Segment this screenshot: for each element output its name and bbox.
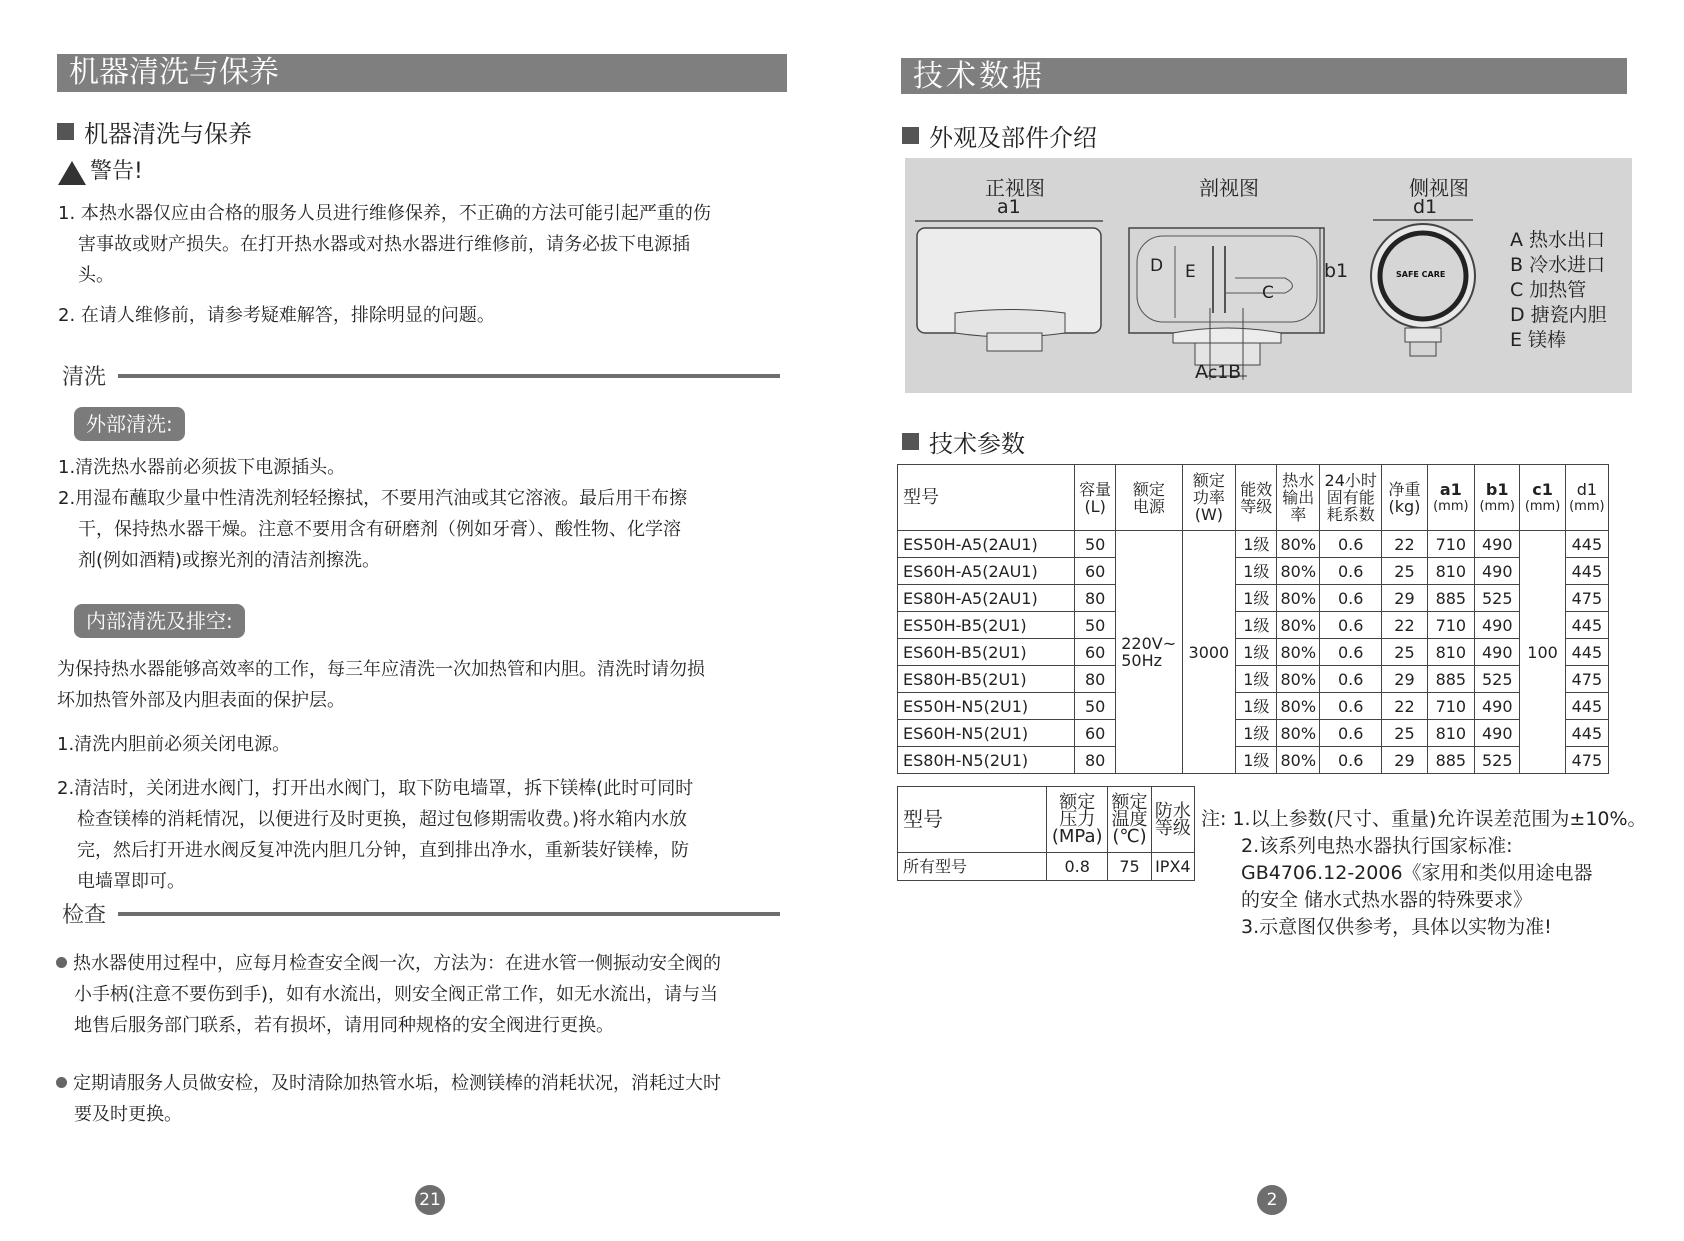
spec-cell: 22 <box>1382 612 1427 639</box>
spec-cell: 80% <box>1277 693 1320 720</box>
check-item <box>56 948 816 979</box>
external-cleaning-label: 外部清洗: <box>74 407 185 441</box>
part-a-label: A <box>1195 361 1208 383</box>
intro-line: 1. 本热水器仅应由合格的服务人员进行维修保养，不正确的方法可能引起严重的伤 <box>58 203 711 224</box>
warning-icon <box>58 161 86 185</box>
spec-table <box>897 464 1609 774</box>
spec-row <box>898 693 1609 720</box>
spec-cell: 490 <box>1475 612 1520 639</box>
header-text: 率 <box>1290 505 1307 524</box>
legend-item: B 冷水进口 <box>1510 254 1606 276</box>
external-line: 剂(例如酒精)或擦光剂的清洁剂擦洗。 <box>78 550 381 571</box>
spec-cell: 1级 <box>1236 639 1277 666</box>
table2-cell: 所有型号 <box>898 853 1047 881</box>
header-efficiency <box>1236 465 1277 531</box>
spec-cell: 0.6 <box>1320 747 1382 774</box>
warning <box>58 154 143 185</box>
internal-line: 为保持热水器能够高效率的工作，每三年应清洗一次加热管和内胆。清洗时请勿损 <box>57 659 705 680</box>
square-bullet-icon <box>902 127 919 144</box>
header-text: 额定 <box>1132 479 1165 499</box>
internal-line: 1.清洗内胆前必须关闭电源。 <box>57 734 291 755</box>
intro-line: 2. 在请人维修前，请参考疑难解答，排除明显的问题。 <box>58 305 495 326</box>
header-weight <box>1382 465 1427 531</box>
table2-cell: 0.8 <box>1047 853 1108 881</box>
spec-cell: 0.6 <box>1320 558 1382 585</box>
header-text: 24小时 <box>1324 471 1377 490</box>
internal-line: 完，然后打开进水阀反复冲洗内胆几分钟，直到排出净水，重新装好镁棒，防 <box>77 840 689 861</box>
section-cleaning <box>62 360 780 391</box>
spec-row <box>898 612 1609 639</box>
table2-header-temp <box>1108 787 1151 853</box>
dimension-c1-label: c1 <box>1208 363 1229 383</box>
spec-cell: 60 <box>1075 558 1116 585</box>
intro-line: 害事故或财产损失。在打开热水器或对热水器进行维修前，请务必拔下电源插 <box>78 234 690 255</box>
header-text: 等级 <box>1240 496 1273 516</box>
spec-cell: 29 <box>1382 666 1427 693</box>
header-text: a1 <box>1439 479 1462 499</box>
check-line: 地售后服务部门联系，若有损坏，请用同种规格的安全阀进行更换。 <box>74 1015 614 1036</box>
spec-cell: 25 <box>1382 639 1427 666</box>
note-line: 注: 1.以上参数(尺寸、重量)允许误差范围为±10%。 <box>1201 808 1647 830</box>
spec-row <box>898 747 1609 774</box>
check-text <box>56 948 816 1130</box>
spec-table-2 <box>897 786 1195 881</box>
left-heading-text: 机器清洗与保养 <box>84 120 252 148</box>
header-text: (MPa) <box>1051 826 1103 847</box>
spec-cell: 1级 <box>1236 585 1277 612</box>
right-heading-appearance <box>902 118 1097 153</box>
header-text: (mm) <box>1479 498 1515 514</box>
header-output <box>1277 465 1320 531</box>
front-view-label: 正视图 <box>985 176 1045 200</box>
spec-cell: 0.6 <box>1320 531 1382 558</box>
internal-line: 坏加热管外部及内胆表面的保护层。 <box>57 690 345 711</box>
legend-item: A 热水出口 <box>1510 229 1606 251</box>
square-bullet-icon <box>57 123 74 140</box>
header-power-supply <box>1116 465 1182 531</box>
header-text: 容量 <box>1079 479 1112 499</box>
legend-item: D 搪瓷内胆 <box>1510 304 1607 326</box>
params-heading-text: 技术参数 <box>929 430 1025 458</box>
spec-cell: 490 <box>1475 720 1520 747</box>
spec-cell: 1级 <box>1236 558 1277 585</box>
header-text: 净重 <box>1388 479 1421 499</box>
spec-cell: ES60H-A5(2AU1) <box>898 558 1075 585</box>
spec-cell: 80% <box>1277 531 1320 558</box>
spec-cell: 22 <box>1382 693 1427 720</box>
spec-row <box>898 531 1609 558</box>
header-text: 温度 <box>1111 809 1148 830</box>
power-supply-cell <box>1116 531 1182 774</box>
spec-cell: 445 <box>1565 612 1608 639</box>
spec-cell: 0.6 <box>1320 666 1382 693</box>
spec-cell: 80% <box>1277 612 1320 639</box>
dimension-acb-label <box>1195 361 1241 383</box>
spec-cell: 80% <box>1277 639 1320 666</box>
spec-row <box>898 585 1609 612</box>
spec-cell: 810 <box>1427 720 1474 747</box>
spec-cell: 25 <box>1382 720 1427 747</box>
spec-cell: 885 <box>1427 666 1474 693</box>
spec-row <box>898 639 1609 666</box>
part-b-label: B <box>1228 361 1242 383</box>
spec-cell: ES50H-B5(2U1) <box>898 612 1075 639</box>
spec-cell: ES80H-A5(2AU1) <box>898 585 1075 612</box>
spec-cell: 445 <box>1565 639 1608 666</box>
legend-item: C 加热管 <box>1510 279 1587 301</box>
external-line: 干，保持热水器干燥。注意不要用含有研磨剂（例如牙膏）、酸性物、化学溶 <box>78 519 681 540</box>
table2-cell: IPX4 <box>1151 853 1194 881</box>
spec-cell: 50 <box>1075 612 1116 639</box>
header-text: 功率 <box>1192 488 1225 507</box>
check-item <box>56 1068 816 1099</box>
header-text: 固有能 <box>1326 488 1375 507</box>
spec-cell: 50 <box>1075 531 1116 558</box>
internal-cleaning-text <box>57 654 797 897</box>
header-text: 额定 <box>1192 471 1225 490</box>
spec-cell: ES80H-B5(2U1) <box>898 666 1075 693</box>
header-energy <box>1320 465 1382 531</box>
spec-cell: 0.6 <box>1320 720 1382 747</box>
header-text: (W) <box>1194 505 1224 524</box>
header-text: 额定 <box>1059 792 1096 813</box>
spec-cell: ES50H-N5(2U1) <box>898 693 1075 720</box>
header-text: 能效 <box>1240 479 1273 499</box>
right-page-number: 2 <box>1257 1185 1287 1215</box>
spec-cell: 445 <box>1565 720 1608 747</box>
note-line: GB4706.12-2006《家用和类似用途电器 <box>1241 862 1593 884</box>
spec-cell: 525 <box>1475 747 1520 774</box>
spec-cell: 1级 <box>1236 612 1277 639</box>
table2-row <box>898 853 1195 881</box>
check-line: 定期请服务人员做安检，及时清除加热管水垢，检测镁棒的消耗状况，消耗过大时 <box>73 1073 721 1094</box>
header-capacity <box>1075 465 1116 531</box>
spec-cell: 885 <box>1427 747 1474 774</box>
warning-text: 警告! <box>90 159 143 184</box>
square-bullet-icon <box>902 433 919 450</box>
intro-line: 头。 <box>78 265 114 286</box>
table2-cell: 75 <box>1108 853 1151 881</box>
right-heading-params <box>902 424 1025 459</box>
header-text: (℃) <box>1112 826 1147 847</box>
spec-cell: 29 <box>1382 747 1427 774</box>
section-divider <box>118 912 780 916</box>
right-banner: 技术数据 <box>901 58 1627 94</box>
spec-cell: 1级 <box>1236 693 1277 720</box>
dimension-d1-label: d1 <box>1413 196 1438 218</box>
bullet-icon <box>56 1077 67 1088</box>
section-check <box>62 898 780 929</box>
spec-cell: 1级 <box>1236 666 1277 693</box>
side-view-label: 侧视图 <box>1409 176 1469 200</box>
spec-cell: 445 <box>1565 531 1608 558</box>
left-banner: 机器清洗与保养 <box>57 54 787 92</box>
spec-cell: 490 <box>1475 558 1520 585</box>
spec-cell: 445 <box>1565 693 1608 720</box>
spec-cell: 475 <box>1565 747 1608 774</box>
note-line: 2.该系列电热水器执行国家标准: <box>1241 835 1513 857</box>
bullet-icon <box>56 957 67 968</box>
header-text: 热水 <box>1282 471 1315 490</box>
spec-cell: 710 <box>1427 693 1474 720</box>
spec2-header-row <box>898 787 1195 853</box>
spec-cell: 810 <box>1427 639 1474 666</box>
spec-cell: 29 <box>1382 585 1427 612</box>
spec-cell: 1级 <box>1236 531 1277 558</box>
header-text: (mm) <box>1569 498 1605 514</box>
part-d-label: D <box>1150 256 1164 276</box>
internal-cleaning-label: 内部清洗及排空: <box>74 604 245 638</box>
cell-text: 220V~ <box>1121 634 1177 653</box>
header-text: 耗系数 <box>1326 505 1375 524</box>
legend-item: E 镁棒 <box>1510 329 1567 351</box>
spec-cell: 80% <box>1277 720 1320 747</box>
appearance-heading-text: 外观及部件介绍 <box>929 124 1097 152</box>
spec-cell: ES60H-N5(2U1) <box>898 720 1075 747</box>
spec-cell: 50 <box>1075 693 1116 720</box>
spec-row <box>898 720 1609 747</box>
dimension-a1-label: a1 <box>997 196 1021 218</box>
spec-cell: 445 <box>1565 558 1608 585</box>
section-check-title: 检查 <box>62 903 107 928</box>
check-line: 要及时更换。 <box>74 1104 182 1125</box>
notes <box>1201 806 1647 941</box>
spec-table-body <box>898 531 1609 774</box>
spec-cell: 1级 <box>1236 720 1277 747</box>
parts-legend <box>1510 228 1607 353</box>
spec-cell: 0.6 <box>1320 693 1382 720</box>
spec-cell: 525 <box>1475 585 1520 612</box>
header-b1 <box>1475 465 1520 531</box>
header-text: c1 <box>1532 479 1553 499</box>
spec-cell: 475 <box>1565 666 1608 693</box>
note-line: 的安全 储水式热水器的特殊要求》 <box>1241 889 1533 911</box>
part-c-label: C <box>1262 283 1274 303</box>
header-text: 额定 <box>1111 792 1148 813</box>
spec-cell: 80 <box>1075 747 1116 774</box>
spec-cell: 490 <box>1475 639 1520 666</box>
spec-cell: 475 <box>1565 585 1608 612</box>
spec-cell: 490 <box>1475 693 1520 720</box>
internal-line: 检查镁棒的消耗情况，以便进行及时更换，超过包修期需收费。)将水箱内水放 <box>77 809 688 830</box>
external-line: 1.清洗热水器前必须拔下电源插头。 <box>58 457 346 478</box>
header-text: 压力 <box>1059 809 1096 830</box>
spec-row <box>898 558 1609 585</box>
spec-cell: 80 <box>1075 585 1116 612</box>
spec-cell: 22 <box>1382 531 1427 558</box>
header-model: 型号 <box>898 465 1075 531</box>
spec-cell: 0.6 <box>1320 612 1382 639</box>
spec-header-row <box>898 465 1609 531</box>
header-text: d1 <box>1576 479 1598 499</box>
header-a1 <box>1427 465 1474 531</box>
section-divider <box>118 374 780 378</box>
check-line: 小手柄(注意不要伤到手)，如有水流出，则安全阀正常工作，如无水流出，请与当 <box>74 984 719 1005</box>
internal-line: 2.清洁时，关闭进水阀门，打开出水阀门，取下防电墙罩，拆下镁棒(此时可同时 <box>57 778 694 799</box>
header-text: (kg) <box>1388 496 1421 516</box>
header-text: (L) <box>1084 496 1106 516</box>
check-line: 热水器使用过程中，应每月检查安全阀一次，方法为：在进水管一侧振动安全阀的 <box>73 953 721 974</box>
brand-logo: SAFE CARE <box>1396 270 1446 279</box>
header-d1 <box>1565 465 1608 531</box>
c1-cell: 100 <box>1520 531 1565 774</box>
spec-cell: 80% <box>1277 666 1320 693</box>
spec-cell: 1级 <box>1236 747 1277 774</box>
note-line: 3.示意图仅供参考，具体以实物为准! <box>1241 916 1552 938</box>
spec-cell: 810 <box>1427 558 1474 585</box>
spec-cell: 710 <box>1427 612 1474 639</box>
header-text: (mm) <box>1433 498 1469 514</box>
cell-text: 50Hz <box>1121 651 1162 670</box>
header-power <box>1182 465 1236 531</box>
product-diagram <box>905 158 1632 393</box>
spec-cell: 0.6 <box>1320 639 1382 666</box>
spec-cell: ES80H-N5(2U1) <box>898 747 1075 774</box>
table2-header-waterproof <box>1151 787 1194 853</box>
spec-cell: 80 <box>1075 666 1116 693</box>
external-cleaning-text <box>58 452 798 576</box>
spec-cell: 80% <box>1277 747 1320 774</box>
spec-cell: 60 <box>1075 720 1116 747</box>
left-page-number: 21 <box>415 1185 445 1215</box>
spec-row <box>898 666 1609 693</box>
spec-cell: 80% <box>1277 585 1320 612</box>
external-line: 2.用湿布蘸取少量中性清洗剂轻轻擦拭，不要用汽油或其它溶液。最后用干布擦 <box>58 488 688 509</box>
header-text: 输出 <box>1282 488 1315 507</box>
spec-cell: 885 <box>1427 585 1474 612</box>
header-text: 防水 <box>1154 800 1191 822</box>
header-text: b1 <box>1485 479 1509 499</box>
spec-cell: ES50H-A5(2AU1) <box>898 531 1075 558</box>
spec-cell: ES60H-B5(2U1) <box>898 639 1075 666</box>
header-c1 <box>1520 465 1565 531</box>
spec-cell: 25 <box>1382 558 1427 585</box>
intro-paragraph <box>58 198 798 331</box>
table2-header-model: 型号 <box>898 787 1047 853</box>
spec-cell: 0.6 <box>1320 585 1382 612</box>
spec-cell: 490 <box>1475 531 1520 558</box>
header-text: (mm) <box>1524 498 1561 514</box>
header-text: 电源 <box>1132 496 1165 516</box>
spec-cell: 80% <box>1277 558 1320 585</box>
part-e-label: E <box>1185 262 1196 282</box>
section-view-label: 剖视图 <box>1199 176 1259 200</box>
spec-cell: 710 <box>1427 531 1474 558</box>
spec-cell: 525 <box>1475 666 1520 693</box>
table2-header-pressure <box>1047 787 1108 853</box>
header-text: 等级 <box>1154 817 1191 839</box>
internal-line: 电墙罩即可。 <box>77 871 185 892</box>
power-cell: 3000 <box>1182 531 1236 774</box>
dimension-b1-label: b1 <box>1324 260 1349 282</box>
left-heading <box>57 114 252 149</box>
spec-cell: 60 <box>1075 639 1116 666</box>
section-cleaning-title: 清洗 <box>62 365 107 390</box>
